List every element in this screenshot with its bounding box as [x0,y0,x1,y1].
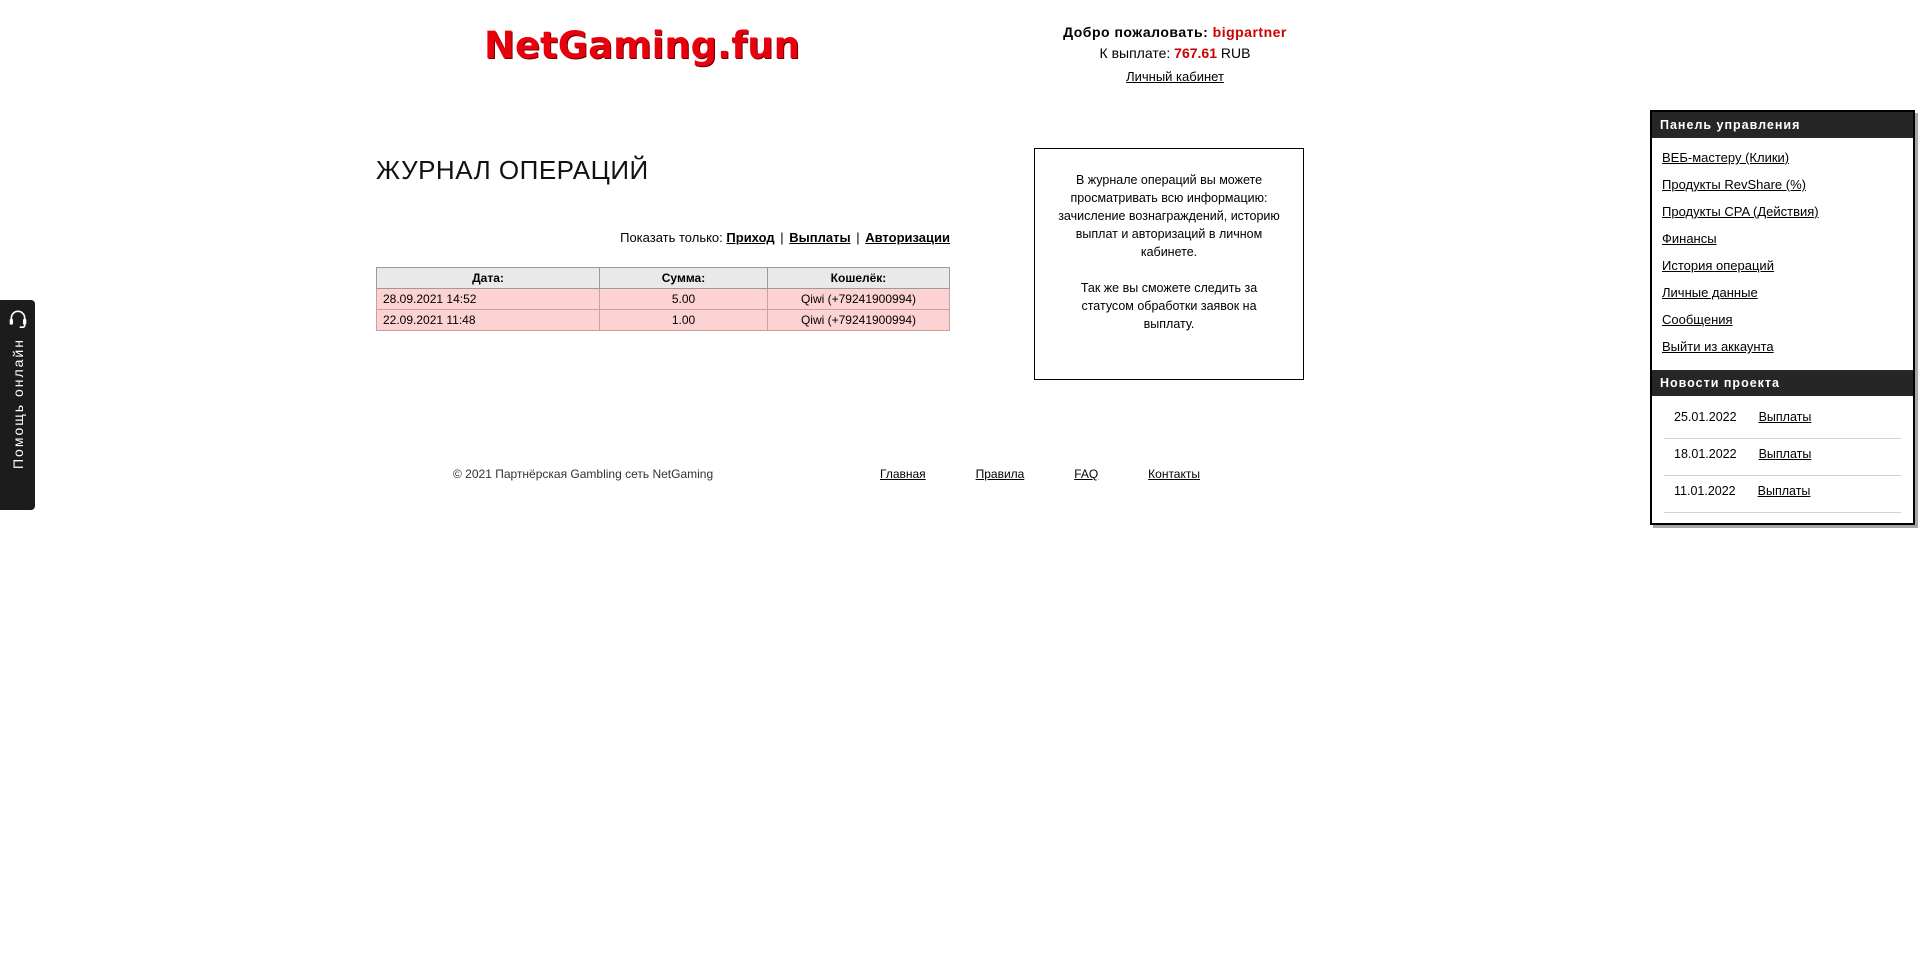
news-date: 11.01.2022 [1674,484,1736,498]
news-date: 18.01.2022 [1674,447,1737,461]
table-row [377,310,950,331]
payout-line [985,43,1365,64]
sidebar-item-revshare-products[interactable]: Продукты RevShare (%) [1662,177,1806,192]
news-panel-header: Новости проекта [1652,370,1913,396]
site-logo-text: NetGaming.fun [484,24,800,67]
cell-sum: 1.00 [600,310,768,331]
control-panel-nav [1652,138,1913,370]
table-row [377,289,950,310]
filter-bar [376,230,950,245]
info-box [1034,148,1304,380]
list-item [1664,439,1901,476]
list-item [1664,476,1901,513]
column-header-wallet: Кошелёк: [768,268,950,289]
payout-amount: 767.61 [1174,45,1217,61]
filter-separator-1: | [780,230,784,245]
sidebar-item-operations-history[interactable]: История операций [1662,258,1774,273]
info-paragraph-2: Так же вы сможете следить за статусом обработки заявок на выплату. [1080,281,1258,331]
sidebar-item-logout[interactable]: Выйти из аккаунта [1662,339,1774,354]
cell-date: 28.09.2021 14:52 [377,289,600,310]
operations-table [376,267,950,331]
welcome-greeting-label: Добро пожаловать: [1063,24,1209,40]
payout-currency: RUB [1220,45,1251,61]
payout-label: К выплате: [1099,45,1171,61]
filter-label: Показать только: [620,230,723,245]
news-link[interactable]: Выплаты [1757,484,1811,498]
right-control-panel [1650,110,1915,525]
welcome-block [985,22,1365,87]
help-online-label: Помощь онлайн [9,338,26,469]
help-online-tab[interactable] [0,300,35,510]
cell-wallet: Qiwi (+79241900994) [768,289,950,310]
news-link[interactable]: Выплаты [1758,447,1812,461]
footer-link-faq[interactable]: FAQ [1074,467,1099,481]
control-panel-header: Панель управления [1652,112,1913,138]
personal-cabinet-link[interactable]: Личный кабинет [1126,69,1224,84]
sidebar-item-messages[interactable]: Сообщения [1662,312,1733,327]
cell-wallet: Qiwi (+79241900994) [768,310,950,331]
news-date: 25.01.2022 [1674,410,1737,424]
sidebar-item-personal-data[interactable]: Личные данные [1662,285,1758,300]
footer-link-contacts[interactable]: Контакты [1148,467,1200,481]
news-link[interactable]: Выплаты [1758,410,1812,424]
footer-links [880,467,1200,481]
column-header-date: Дата: [377,268,600,289]
footer-link-home[interactable]: Главная [880,467,926,481]
column-header-sum: Сумма: [600,268,768,289]
headset-icon [8,308,28,328]
cell-sum: 5.00 [600,289,768,310]
sidebar-item-webmaster-clicks[interactable]: ВЕБ-мастеру (Клики) [1662,150,1790,165]
filter-authorizations-link[interactable]: Авторизации [865,230,950,245]
footer-link-rules[interactable]: Правила [975,467,1025,481]
sidebar-item-finances[interactable]: Финансы [1662,231,1717,246]
filter-income-link[interactable]: Приход [726,230,775,245]
welcome-greeting [985,22,1365,43]
filter-payouts-link[interactable]: Выплаты [789,230,851,245]
filter-separator-2: | [856,230,860,245]
list-item [1664,402,1901,439]
welcome-username: bigpartner [1212,24,1287,40]
info-paragraph-1: В журнале операций вы можете просматривать всю информацию: зачисление вознаграждений, историю выплат и авторизаций в личном кабинете. [1058,173,1280,259]
footer-copyright: © 2021 Партнёрская Gambling сеть NetGaming [453,467,714,481]
cell-date: 22.09.2021 11:48 [377,310,600,331]
page-title: ЖУРНАЛ ОПЕРАЦИЙ [376,155,649,185]
table-header-row [377,268,950,289]
site-logo[interactable] [484,22,854,70]
news-list [1652,396,1913,523]
sidebar-item-cpa-products[interactable]: Продукты CPA (Действия) [1662,204,1819,219]
